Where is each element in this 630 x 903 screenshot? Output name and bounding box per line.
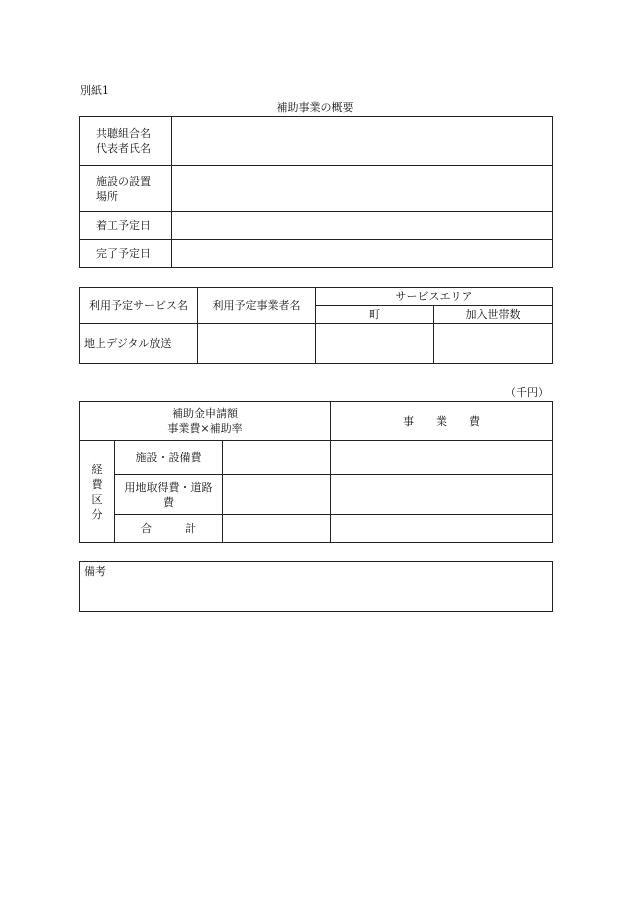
service-row bbox=[80, 324, 553, 364]
overview-row-start-date bbox=[80, 212, 553, 240]
overview-row-union bbox=[80, 117, 553, 166]
overview-value-location[interactable] bbox=[172, 166, 553, 212]
budget-table bbox=[79, 401, 553, 543]
document-title: 補助事業の概要 bbox=[276, 101, 354, 114]
overview-label-end-date: 完了予定日 bbox=[80, 240, 172, 268]
remarks-table bbox=[79, 561, 553, 612]
unit-label: （千円） bbox=[505, 386, 549, 399]
budget-row-facility bbox=[80, 441, 553, 475]
service-header-provider: 利用予定事業者名 bbox=[198, 288, 316, 324]
budget-grant-facility[interactable] bbox=[223, 441, 331, 475]
budget-cost-facility[interactable] bbox=[331, 441, 553, 475]
budget-cost-total[interactable] bbox=[331, 515, 553, 543]
overview-table bbox=[79, 116, 553, 268]
overview-row-location bbox=[80, 166, 553, 212]
budget-header-cost: 事 業 費 bbox=[331, 402, 553, 441]
service-header-households: 加入世帯数 bbox=[434, 306, 553, 324]
overview-value-union[interactable] bbox=[172, 117, 553, 166]
service-households-cell[interactable] bbox=[434, 324, 553, 364]
overview-label-union: 共聴組合名 代表者氏名 bbox=[80, 117, 172, 166]
budget-header-grant: 補助金申請額 事業費×補助率 bbox=[80, 402, 331, 441]
overview-row-end-date bbox=[80, 240, 553, 268]
overview-value-end-date[interactable] bbox=[172, 240, 553, 268]
budget-label-total: 合 計 bbox=[115, 515, 223, 543]
service-header-town: 町 bbox=[316, 306, 434, 324]
service-header-area: サービスエリア bbox=[316, 288, 553, 306]
budget-row-land bbox=[80, 475, 553, 515]
budget-category-label: 経 費 区 分 bbox=[80, 441, 115, 543]
budget-label-facility: 施設・設備費 bbox=[115, 441, 223, 475]
attachment-label: 別紙1 bbox=[80, 84, 109, 97]
service-name-cell: 地上デジタル放送 bbox=[80, 324, 198, 364]
remarks-box[interactable] bbox=[80, 562, 553, 612]
budget-cost-land[interactable] bbox=[331, 475, 553, 515]
service-table bbox=[79, 287, 553, 364]
service-header-name: 利用予定サービス名 bbox=[80, 288, 198, 324]
remarks-label: 備考 bbox=[84, 565, 106, 578]
budget-grant-total[interactable] bbox=[223, 515, 331, 543]
service-provider-cell[interactable] bbox=[198, 324, 316, 364]
budget-grant-land[interactable] bbox=[223, 475, 331, 515]
budget-row-total bbox=[80, 515, 553, 543]
overview-value-start-date[interactable] bbox=[172, 212, 553, 240]
budget-label-land: 用地取得費・道路 費 bbox=[115, 475, 223, 515]
service-town-cell[interactable] bbox=[316, 324, 434, 364]
overview-label-start-date: 着工予定日 bbox=[80, 212, 172, 240]
overview-label-location: 施設の設置 場所 bbox=[80, 166, 172, 212]
